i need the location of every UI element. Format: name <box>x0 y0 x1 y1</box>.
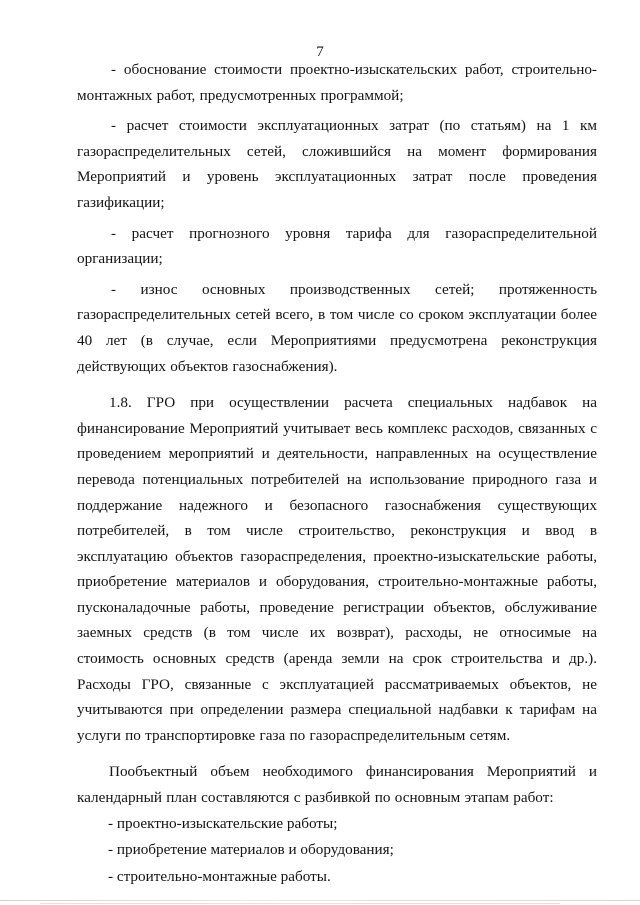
financing-intro-paragraph: Пообъектный объем необходимого финансирования Мероприятий и календарный план составляются с разбивкой по основным этапам работ: <box>77 763 597 807</box>
page-number: 7 <box>316 44 324 60</box>
list-item-materials: - приобретение материалов и оборудования; <box>108 841 394 859</box>
list-item-operating-costs: - расчет стоимости эксплуатационных затрат (по статьям) на 1 км газораспределительных сетей, сложившийся на момент формирования Мероприятий и уровень эксплуатационных затрат после проведения газификации; <box>77 117 597 211</box>
list-item-construction: - строительно-монтажные работы. <box>108 867 331 885</box>
section-1-8-paragraph: 1.8. ГРО при осуществлении расчета специальных надбавок на финансирование Мероприятий учитывает весь комплекс расходов, связанных с проведением мероприятий и деятельности, направленных на осуществление перевода потенциальных потребителей на использование природного газа и поддержание надежного и безопасного газоснабжения существующих потребителей, в том числе строительство, реконструкция и ввод в эксплуатацию объектов газораспределения, проектно-изыскательские работы, приобретение материалов и оборудования, строительно-монтажные работы, пусконаладочные работы, проведение регистрации объектов, обслуживание заемных средств (в том числе их возврат), расходы, не относимые на стоимость основных средств (аренда земли на срок строительства и др.). Расходы ГРО, связанные с эксплуатацией рассматриваемых объектов, не учитываются при определении размера специальной надбавки к тарифам на услуги по транспортировке газа по газораспределительным сетям. <box>77 394 597 744</box>
list-item-network-wear: - износ основных производственных сетей; протяженность газораспределительных сетей всего, в том числе со сроком эксплуатации более 40 лет (в случае, если Мероприятиями предусмотрена реконструкция действующих объектов газоснабжения). <box>77 280 597 375</box>
list-item-tariff-forecast: - расчет прогнозного уровня тарифа для газораспределительной организации; <box>77 224 597 268</box>
document-body <box>77 57 597 889</box>
list-item-survey-works: - проектно-изыскательские работы; <box>108 814 338 832</box>
list-item-justification: - обоснование стоимости проектно-изыскательских работ, строительно-монтажных работ, предусмотренных программой; <box>77 61 597 104</box>
scan-edge-line <box>40 903 560 904</box>
scan-edge-line <box>0 900 640 901</box>
